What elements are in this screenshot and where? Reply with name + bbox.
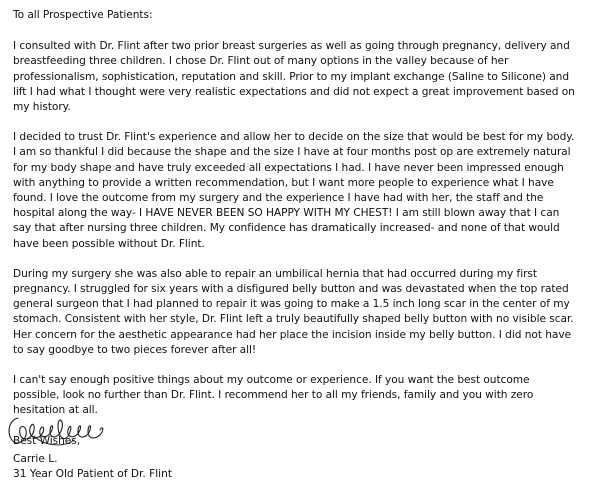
signer-name: Carrie L. [13,453,58,465]
letter-body [13,8,579,449]
letter-closing: Best Wishes, [13,434,81,447]
signer-block [13,452,172,482]
letter-greeting: To all Prospective Patients: [13,9,153,21]
letter-paragraph-2: I decided to trust Dr. Flint's experience and allow her to decide on the size that would be best for my body. I am so thankful I did because the shape and the size I have at four months post op are extremely natural for my body shape and have truly exceeded all expectations I had. I have never been impressed enough with anything to provide a written recommendation, but I want more people to experience what I have found. I love the outcome from my surgery and the experience I have had with her, the staff and the hospital along the way- I HAVE NEVER BEEN SO HAPPY WITH MY CHEST! I am still blown away that I can say that after nursing three children. My confidence has dramatically increased- and none of that would have been possible without Dr. Flint. [13,131,575,250]
letter-paragraph-1: I consulted with Dr. Flint after two prior breast surgeries as well as going through pregnancy, delivery and breastfeeding three children. I chose Dr. Flint out of many options in the valley because of her professionalism, sophistication, reputation and skill. Prior to my implant exchange (Saline to Silicone) and lift I had what I thought were very realistic expectations and did not expect a great improvement based on my history. [13,40,575,114]
letter-paragraph-4: I can't say enough positive things about my outcome or experience. If you want the best outcome possible, look no further than Dr. Flint. I recommend her to all my friends, family and you with zero hesitation at all. [13,374,534,417]
signer-title: 31 Year Old Patient of Dr. Flint [13,468,172,481]
handwritten-signature [4,410,114,450]
letter-paragraph-3: During my surgery she was also able to repair an umbilical hernia that had occurred during my first pregnancy. I struggled for six years with a disfigured belly button and was devastated when the top rated general surgeon that I had planned to repair it was going to make a 1.5 inch long scar in the center of my stomach. Consistent with her style, Dr. Flint left a truly beautifully shaped belly button with no visible scar. Her concern for the aesthetic appearance had her place the incision inside my belly button. I did not have to say goodbye to two pieces forever after all! [13,267,574,356]
